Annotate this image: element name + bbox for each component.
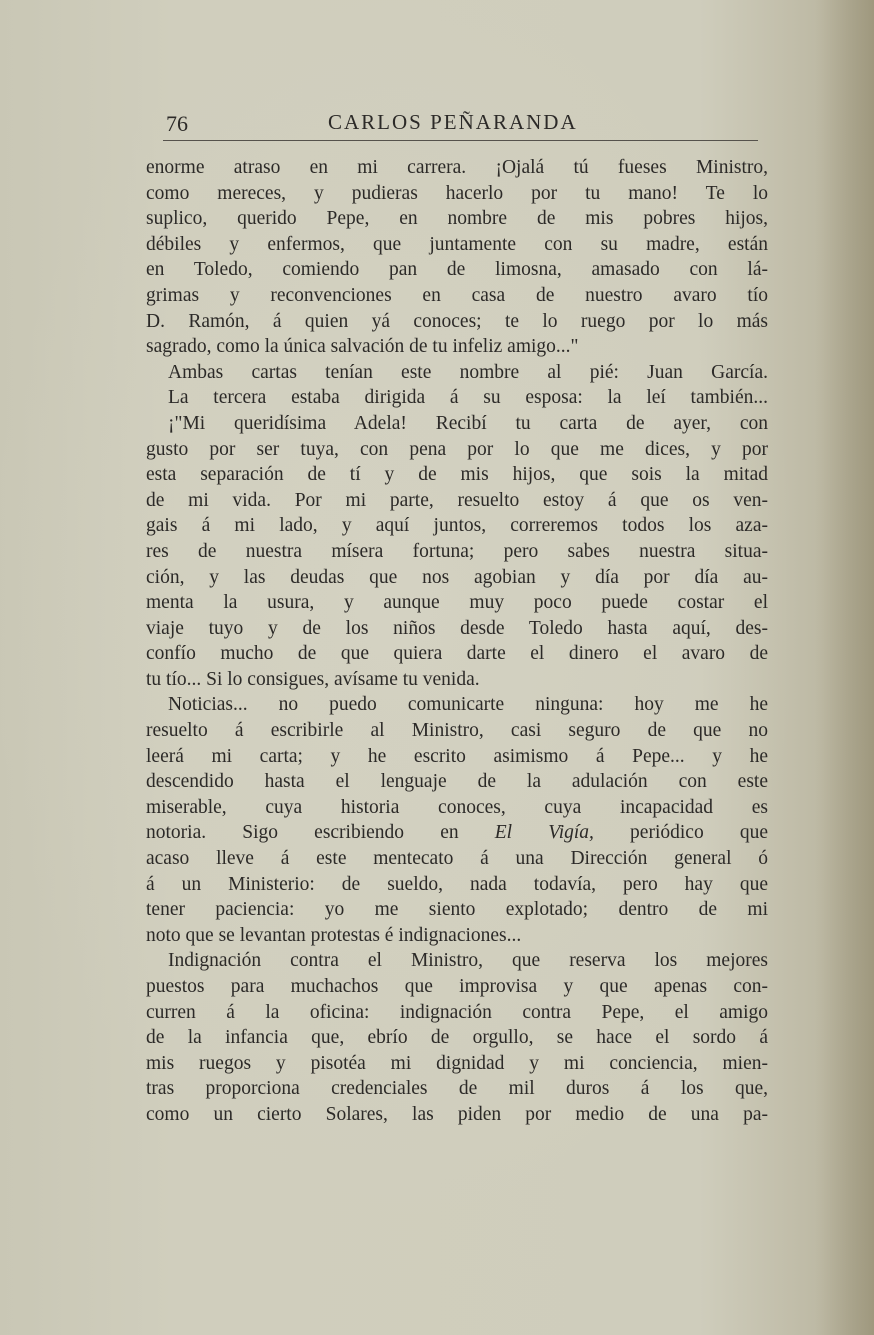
text-line: esta separación de tí y de mis hijos, que sois la mitad xyxy=(146,464,768,486)
text-line: puestos para muchachos que improvisa y que apenas con- xyxy=(146,976,768,997)
text-line: Indignación contra el Ministro, que reserva los mejores xyxy=(168,950,768,972)
body-text xyxy=(146,155,768,1128)
text-line: ción, y las deudas que nos agobian y día por día au- xyxy=(146,566,768,588)
text-line: ¡"Mi queridísima Adela! Recibí tu carta de ayer, con xyxy=(168,412,768,434)
text-line: descendido hasta el lenguaje de la adulación con este xyxy=(146,771,768,793)
text-line: tener paciencia: yo me siento explotado; dentro de mi xyxy=(146,899,768,921)
text-line: leerá mi carta; y he escrito asimismo á Pepe... y he xyxy=(146,745,768,767)
newspaper-title: El Vigía, xyxy=(494,822,594,844)
text-line: sagrado, como la única salvación de tu infeliz amigo..." xyxy=(146,336,579,358)
text-line: como un cierto Solares, las piden por medio de una pa- xyxy=(146,1103,768,1125)
text-segment: notoria. Sigo escribiendo en xyxy=(146,822,495,844)
text-line: confío mucho de que quiera darte el dinero el avaro de xyxy=(146,643,768,665)
text-line: res de nuestra mísera fortuna; pero sabes nuestra situa- xyxy=(146,540,768,562)
text-line: Ambas cartas tenían este nombre al pié: Juan García. xyxy=(168,361,768,383)
text-line: suplico, querido Pepe, en nombre de mis pobres hijos, xyxy=(146,208,768,230)
page-number: 76 xyxy=(166,111,188,136)
text-line: viaje tuyo y de los niños desde Toledo hasta aquí, des- xyxy=(146,617,768,639)
text-line: tu tío... Si lo consigues, avísame tu venida. xyxy=(146,668,480,690)
text-line: enorme atraso en mi carrera. ¡Ojalá tú fueses Ministro, xyxy=(146,157,768,178)
text-line: de mi vida. Por mi parte, resuelto estoy á que os ven- xyxy=(146,489,768,511)
text-line: acaso lleve á este mentecato á una Dirección general ó xyxy=(146,848,768,870)
text-line: D. Ramón, á quien yá conoces; te lo ruego por lo más xyxy=(146,310,768,332)
page-edge-shadow xyxy=(814,0,874,1335)
text-line: tras proporciona credenciales de mil duros á los que, xyxy=(146,1078,768,1100)
text-line: curren á la oficina: indignación contra Pepe, el amigo xyxy=(146,1001,768,1023)
text-line: gusto por ser tuya, con pena por lo que me dices, y por xyxy=(146,438,768,460)
text-line: menta la usura, y aunque muy poco puede costar el xyxy=(146,592,768,614)
text-line: débiles y enfermos, que juntamente con su madre, están xyxy=(146,233,768,255)
text-line: á un Ministerio: de sueldo, nada todavía, pero hay que xyxy=(146,873,768,895)
text-line: miserable, cuya historia conoces, cuya incapacidad es xyxy=(146,796,768,818)
text-segment: periódico que xyxy=(593,822,768,844)
text-line: La tercera estaba dirigida á su esposa: la leí también... xyxy=(168,387,768,409)
text-line: noto que se levantan protestas é indignaciones... xyxy=(146,924,522,946)
running-head: CARLOS PEÑARANDA xyxy=(328,110,578,134)
text-line: mis ruegos y pisotéa mi dignidad y mi conciencia, mien- xyxy=(146,1052,768,1074)
text-line xyxy=(146,820,768,846)
text-line: de la infancia que, ebrío de orgullo, se hace el sordo á xyxy=(146,1027,768,1049)
page-header xyxy=(163,108,758,141)
text-line: resuelto á escribirle al Ministro, casi seguro de que no xyxy=(146,720,768,742)
text-line: como mereces, y pudieras hacerlo por tu mano! Te lo xyxy=(146,182,768,204)
text-line: gais á mi lado, y aquí juntos, correremos todos los aza- xyxy=(146,515,768,537)
text-line: grimas y reconvenciones en casa de nuestro avaro tío xyxy=(146,284,768,306)
text-line: Noticias... no puedo comunicarte ninguna: hoy me he xyxy=(168,694,768,716)
text-line: en Toledo, comiendo pan de limosna, amasado con lá- xyxy=(146,259,768,281)
